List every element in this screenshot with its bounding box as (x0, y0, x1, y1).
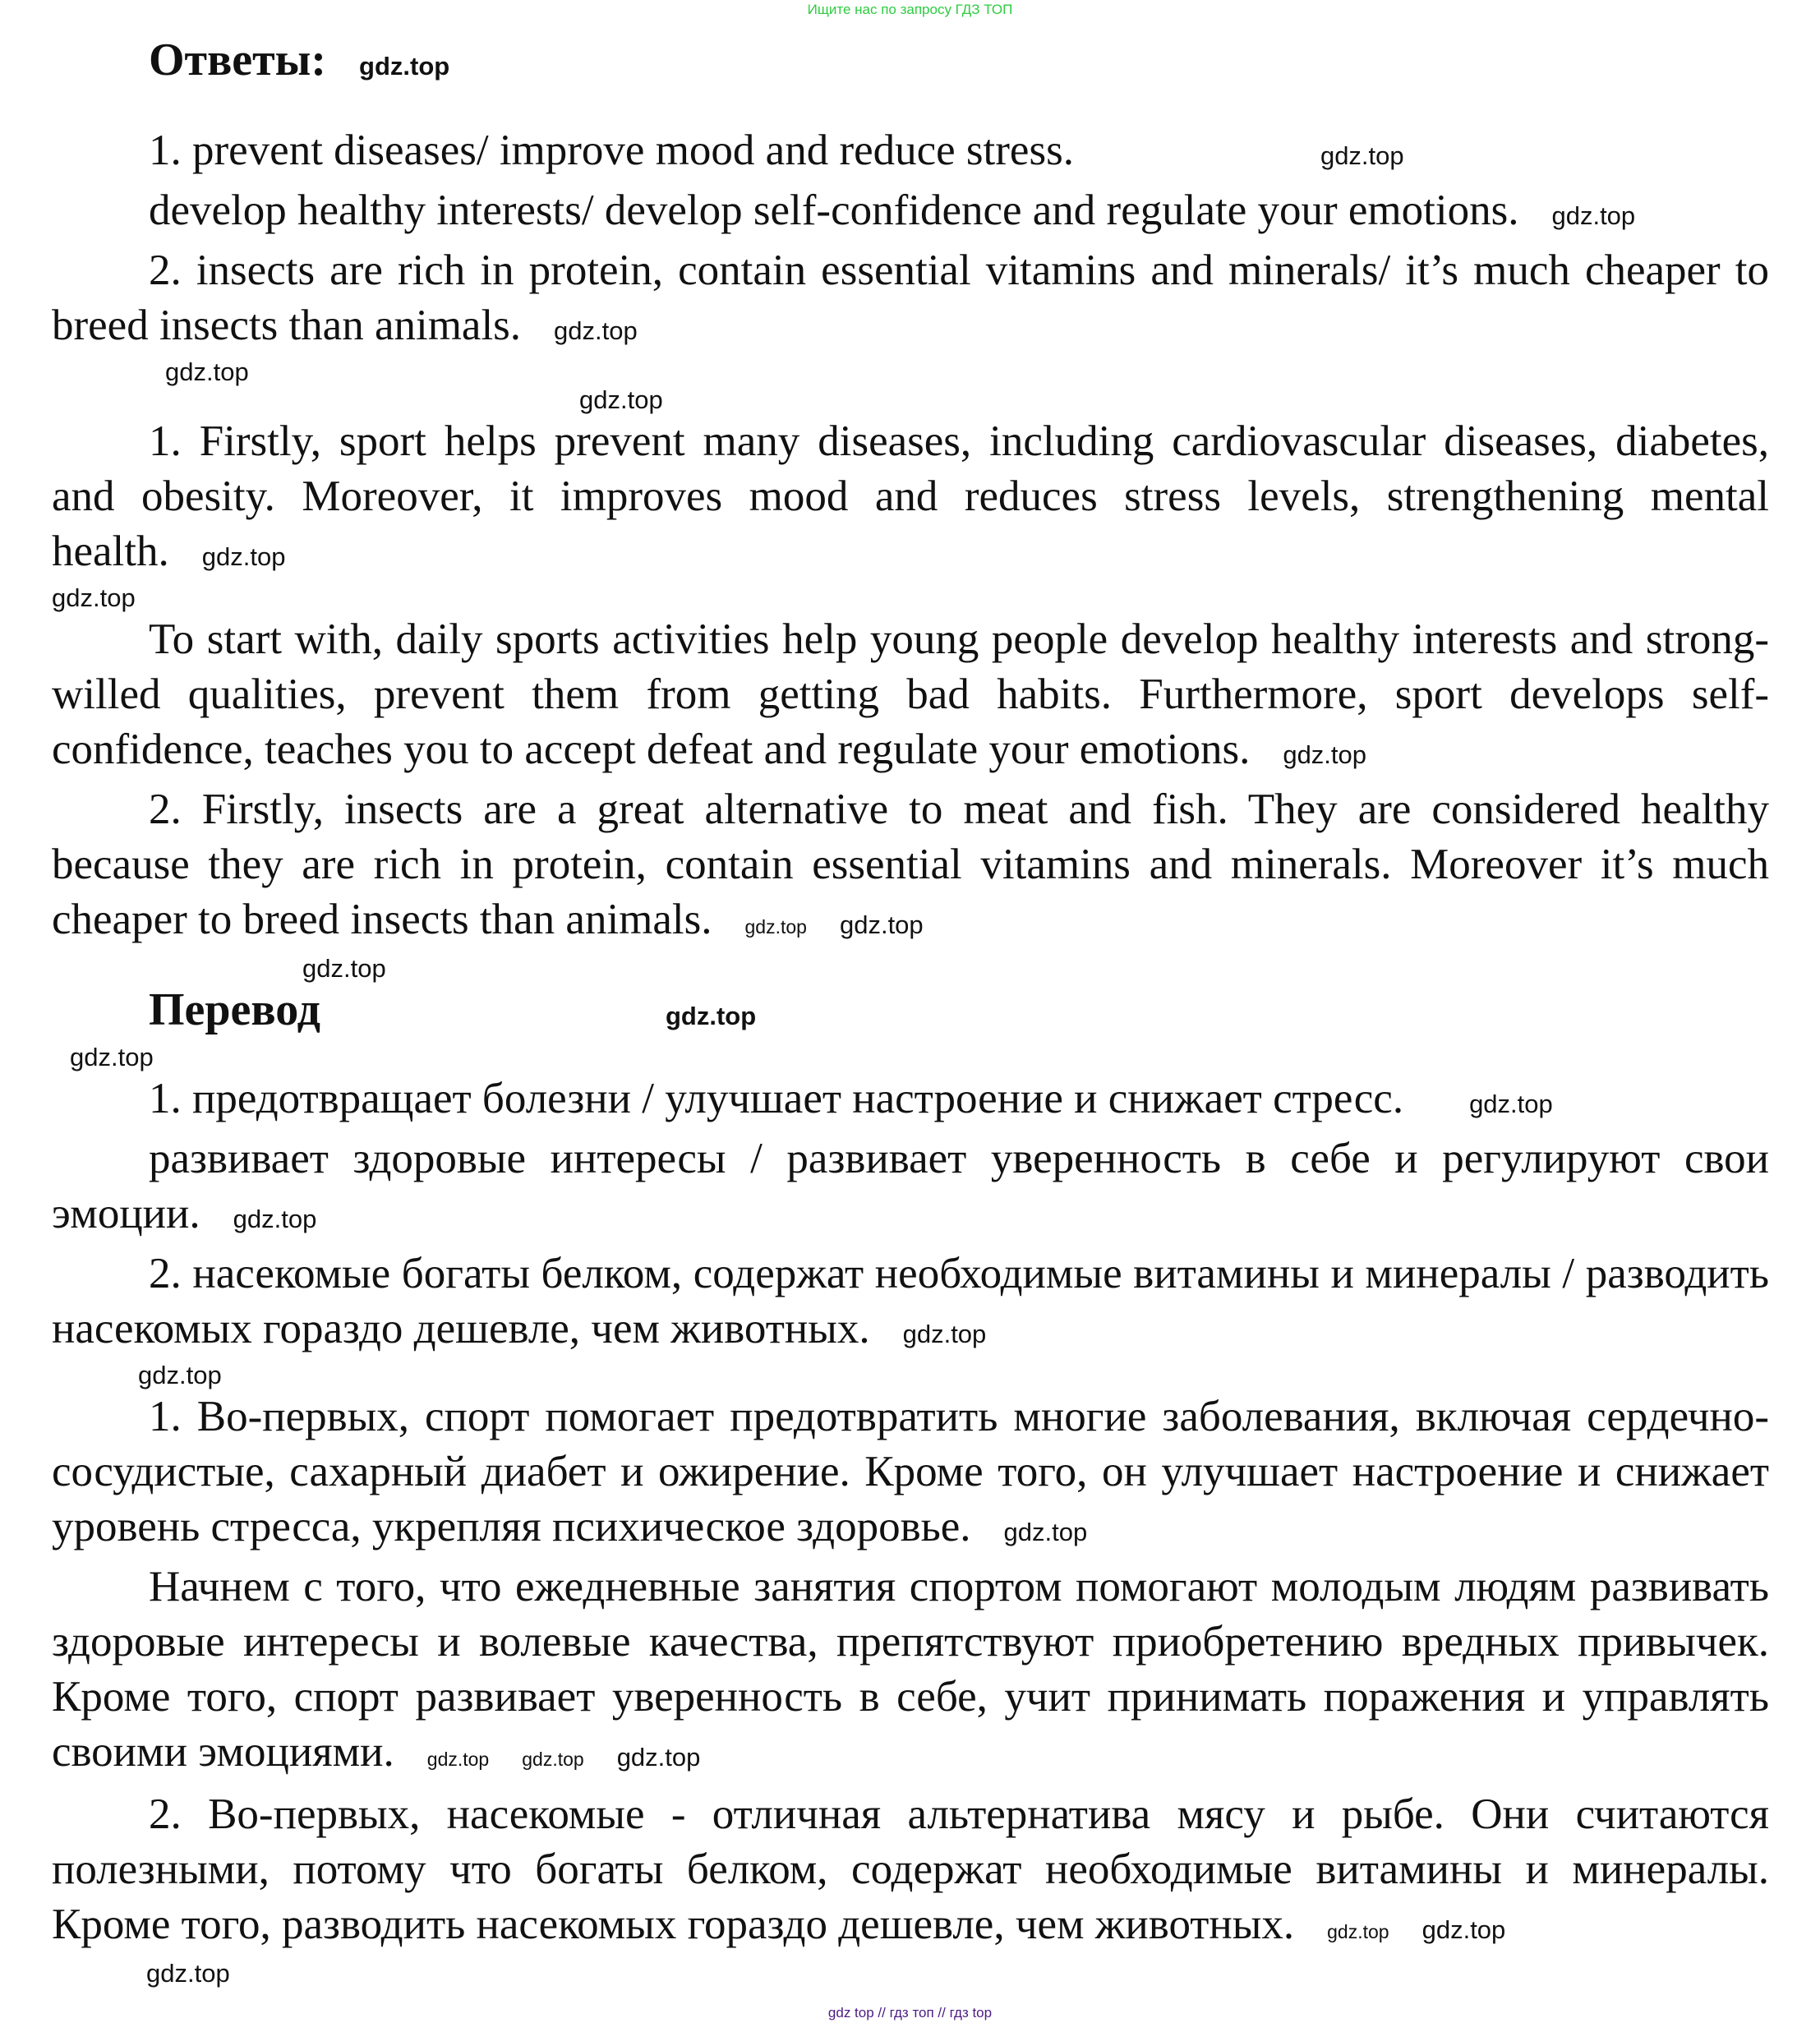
translation-text: 2. Во-первых, насекомые - отличная альтернатива мясу и рыбе. Они считаются полезными, потому что богаты белком, содержат необходимые витамины и минералы. Кроме того, разводить насекомых гораздо дешевле, чем животных. (52, 1790, 1769, 1948)
top-banner-link[interactable]: Ищите нас по запросу ГДЗ ТОП (807, 2, 1013, 17)
answer-paragraph (52, 782, 1769, 955)
watermark: gdz.top (138, 1361, 222, 1389)
translation-paragraph (52, 1246, 1769, 1362)
bottom-banner-link[interactable]: gdz top // гдз топ // гдз top (827, 2005, 993, 2020)
answer-paragraph (52, 243, 1769, 358)
answer-paragraph (52, 612, 1769, 782)
answer-text: 2. insects are rich in protein, contain essential vitamins and minerals/ it’s much cheaper to breed insects than animals. (52, 247, 1769, 349)
answer-text: 2. Firstly, insects are a great alternative to meat and fish. They are considered healthy because they are rich in protein, contain essential vitamins and minerals. Moreover it’s much cheaper to breed insects than animals. (52, 786, 1769, 943)
watermark: gdz.top (579, 385, 663, 414)
watermark: gdz.top (1421, 1915, 1506, 1944)
translation-text: 1. предотвращает болезни / улучшает настроение и снижает стресс. (149, 1075, 1404, 1122)
translation-paragraph (52, 1131, 1769, 1246)
watermark: gdz.top (165, 357, 249, 386)
watermark: gdz.top (554, 316, 638, 345)
content (52, 33, 1769, 1988)
translation-heading: Перевод (149, 984, 320, 1035)
translation-text: развивает здоровые интересы / развивает уверенность в себе и регулируют свои эмоции. (52, 1135, 1769, 1237)
answers-heading: Ответы: (149, 35, 327, 85)
watermark: gdz.top (146, 1959, 230, 1988)
translation-text: 2. насекомые богаты белком, содержат необходимые витамины и минералы / разводить насекомых гораздо дешевле, чем животных. (52, 1250, 1769, 1352)
watermark: gdz.top (1469, 1090, 1553, 1118)
watermark: gdz.top (426, 1749, 490, 1770)
watermark: gdz.top (839, 910, 924, 939)
watermark: gdz.top (302, 954, 386, 983)
translation-heading-row (52, 983, 1769, 1044)
translation-text: Начнем с того, что ежедневные занятия спортом помогают молодым людям развивать здоровые интересы и волевые качества, препятствуют приобретению вредных привычек. Кроме того, спорт развивает уверенность в себе, учит принимать поражения и управлять своими эмоциями. (52, 1563, 1769, 1776)
translation-paragraph (52, 1787, 1769, 1960)
answer-paragraph (52, 183, 1769, 243)
translation-paragraph (52, 1071, 1769, 1131)
watermark: gdz.top (201, 542, 286, 571)
watermark: gdz.top (52, 583, 136, 612)
watermark: gdz.top (522, 1749, 584, 1770)
watermark: gdz.top (616, 1743, 701, 1772)
watermark: gdz.top (1283, 740, 1367, 769)
watermark: gdz.top (359, 52, 450, 81)
watermark: gdz.top (744, 916, 807, 938)
watermark: gdz.top (70, 1043, 154, 1071)
translation-paragraph (52, 1560, 1769, 1787)
answer-text: develop healthy interests/ develop self-confidence and regulate your emotions. (149, 187, 1519, 234)
answer-paragraph (52, 414, 1769, 584)
watermark: gdz.top (1551, 201, 1636, 230)
watermark: gdz.top (1327, 1921, 1389, 1942)
spacer (52, 94, 1769, 123)
watermark: gdz.top (1003, 1518, 1088, 1546)
answer-paragraph (52, 123, 1769, 183)
watermark: gdz.top (233, 1205, 317, 1233)
translation-paragraph (52, 1389, 1769, 1560)
answer-text: 1. prevent diseases/ improve mood and reduce stress. (149, 127, 1074, 174)
answer-text: 1. Firstly, sport helps prevent many diseases, including cardiovascular diseases, diabetes, and obesity. Moreover, it improves mood and reduces stress levels, strengthening mental health. (52, 417, 1769, 575)
translation-text: 1. Во-первых, спорт помогает предотвратить многие заболевания, включая сердечно-сосудистые, сахарный диабет и ожирение. Кроме того, он улучшает настроение и снижает уровень стресса, укрепляя психическое здоровье. (52, 1393, 1769, 1550)
answers-heading-row (52, 33, 1769, 94)
watermark: gdz.top (1320, 141, 1404, 170)
watermark: gdz.top (902, 1320, 987, 1348)
watermark: gdz.top (666, 1002, 757, 1030)
answer-text: To start with, daily sports activities help young people develop healthy interests and strong-willed qualities, prevent them from getting bad habits. Furthermore, sport develops self-confidence, teaches you to accept defeat and regulate your emotions. (52, 615, 1769, 773)
